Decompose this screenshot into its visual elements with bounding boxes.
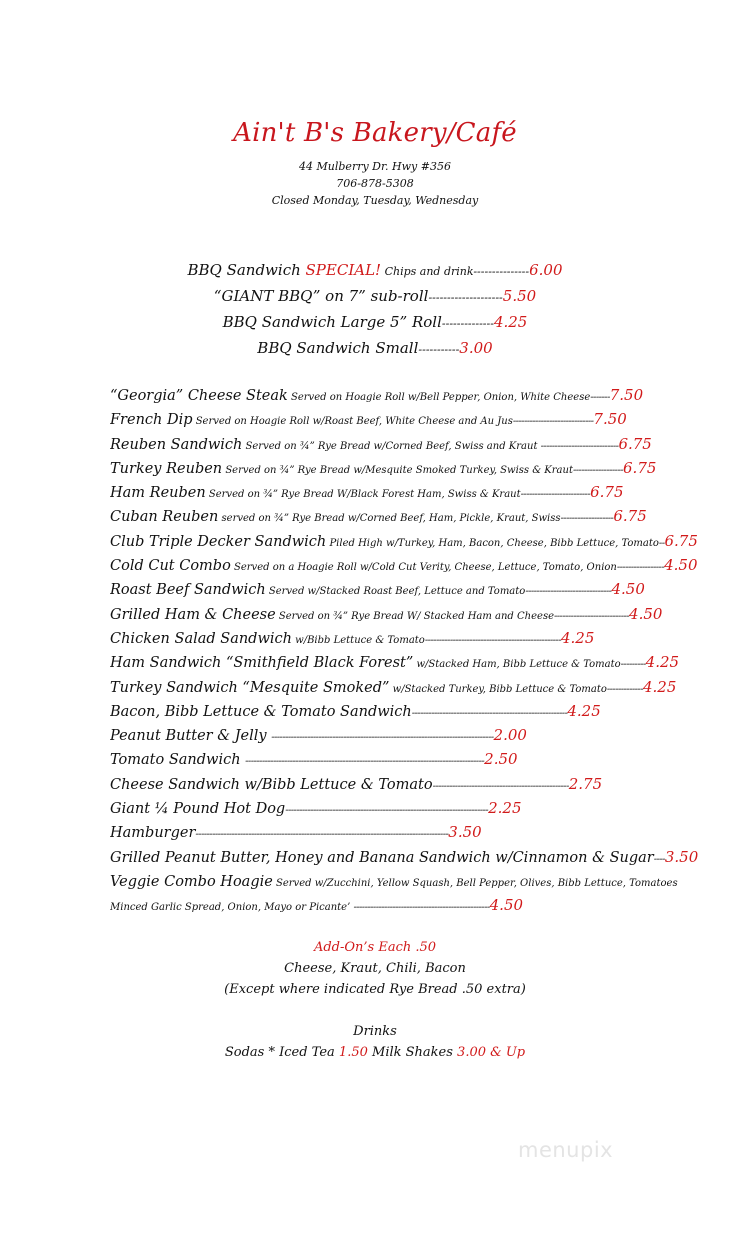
menu-item-leader: ---- xyxy=(653,853,665,865)
menu-item-continued xyxy=(110,893,740,917)
menu-item xyxy=(110,432,740,456)
menu-item-leader: ---------------------------- xyxy=(540,440,619,452)
menu-item-price: 3.50 xyxy=(448,823,482,842)
menu-item-description: Served on ¾” Rye Bread W/Black Forest Ham, Swiss & Kraut xyxy=(205,489,521,501)
menu-item-price: 4.50 xyxy=(629,604,663,623)
menu-item-name: Veggie Combo Hoagie xyxy=(110,873,273,890)
menu-item xyxy=(110,407,740,431)
menu-item-leader: --------- xyxy=(620,659,646,671)
menu-item xyxy=(110,650,740,674)
menu-item-description: served on ¾” Rye Bread w/Corned Beef, Ham, Pickle, Kraut, Swiss xyxy=(218,513,561,525)
menu-item-price: 7.50 xyxy=(609,386,644,404)
sandwich-menu xyxy=(110,383,740,918)
menu-item-price: 6.75 xyxy=(590,483,624,502)
menu-item-leader: ------------------------------------------------------------------------------------------- xyxy=(195,829,449,841)
menu-item-name: Ham Sandwich “Smithfield Black Forest” xyxy=(110,655,414,672)
menu-item xyxy=(110,504,740,528)
menu-item-description: Served on ¾” Rye Bread w/Corned Beef, Swiss and Kraut xyxy=(242,440,541,452)
menu-item-description: Served w/Stacked Roast Beef, Lettuce and Tomato xyxy=(265,586,526,598)
menu-item-price: 4.50 xyxy=(489,896,524,915)
menu-item-description: w/Bibb Lettuce & Tomato xyxy=(291,634,425,646)
menu-item-leader: -- xyxy=(658,537,665,549)
menu-item-leader: ------------------- xyxy=(560,513,614,525)
menu-item xyxy=(110,626,740,650)
drinks-title: Drinks xyxy=(353,1024,397,1039)
menu-item-leader: -------------------------------------------------------- xyxy=(411,707,568,719)
menu-item-price: 4.50 xyxy=(664,556,698,575)
menu-item-name: Turkey Sandwich “Mesquite Smoked” xyxy=(110,679,390,696)
menu-item-leader: ------------------------------------------------- xyxy=(424,634,561,646)
hours: Closed Monday, Tuesday, Wednesday xyxy=(271,194,479,207)
menu-item-price: 4.25 xyxy=(645,653,680,672)
special-line: “GIANT BBQ” on 7” sub-roll--------------------5.50 xyxy=(213,287,537,305)
menu-item-description: Served on ¾” Rye Bread W/ Stacked Ham and Cheese xyxy=(275,610,554,622)
menu-item-price: 2.75 xyxy=(568,774,603,793)
menu-item-leader: ------------------------------------------------------------------------- xyxy=(285,805,489,817)
menu-item-description: w/Stacked Ham, Bibb Lettuce & Tomato xyxy=(413,659,621,671)
menu-item-name: Cuban Reuben xyxy=(110,509,219,526)
menu-item-description: Served w/Zucchini, Yellow Squash, Bell Pepper, Olives, Bibb Lettuce, Tomatoes xyxy=(272,877,678,889)
menu-item-name: Cold Cut Combo xyxy=(110,558,231,575)
menu-item xyxy=(110,747,740,771)
menu-item-leader: -------------------------------------------------------------------------------------- xyxy=(245,756,485,768)
menu-item-name: Club Triple Decker Sandwich xyxy=(110,533,327,550)
special-line: BBQ Sandwich Small-----------3.00 xyxy=(257,339,493,357)
phone: 706-878-5308 xyxy=(336,177,414,190)
special-line: BBQ Sandwich SPECIAL! Chips and drink---------------6.00 xyxy=(187,261,563,279)
menu-item-leader: ------------------ xyxy=(572,464,624,476)
menu-item xyxy=(110,602,740,626)
menu-item xyxy=(110,772,740,796)
menu-item-name: “Georgia” Cheese Steak xyxy=(110,388,288,404)
menu-item xyxy=(110,796,740,820)
menu-item xyxy=(110,553,740,577)
menu-item xyxy=(110,723,740,747)
menu-item-price: 4.25 xyxy=(561,628,595,647)
drinks-line: Sodas * Iced Tea 1.50 Milk Shakes 3.00 & Up xyxy=(224,1045,526,1060)
menu-item-leader: ----------------- xyxy=(616,562,665,574)
menu-item-leader: ------- xyxy=(590,392,610,403)
menu-item xyxy=(110,480,740,504)
addons-title: Add-On’s Each .50 xyxy=(313,940,437,955)
menu-item-name: Bacon, Bibb Lettuce & Tomato Sandwich xyxy=(110,703,412,720)
menu-item-name: Chicken Salad Sandwich xyxy=(110,630,292,647)
drinks-block xyxy=(0,1021,750,1063)
address: 44 Mulberry Dr. Hwy #356 xyxy=(299,160,451,173)
menu-item-description: Served on a Hoagie Roll w/Cold Cut Verity, Cheese, Lettuce, Tomato, Onion xyxy=(230,562,617,574)
menu-item-name: Turkey Reuben xyxy=(110,460,223,477)
menu-item-price: 6.75 xyxy=(664,531,698,550)
addons-items: Cheese, Kraut, Chili, Bacon xyxy=(284,961,466,976)
menu-item-price: 7.50 xyxy=(593,410,627,429)
menu-item-price: 2.50 xyxy=(484,750,518,769)
addons-note: (Except where indicated Rye Bread .50 extra) xyxy=(224,982,526,997)
menu-item-price: 6.75 xyxy=(618,434,652,453)
menu-item-price: 6.75 xyxy=(613,507,647,526)
address-block xyxy=(0,158,750,209)
menu-item-price: 3.50 xyxy=(664,847,699,866)
menu-item-leader: ------------------------------------------------- xyxy=(432,780,569,792)
menu-item-price: 4.50 xyxy=(611,580,645,599)
menu-item-description: Served on Hoagie Roll w/Roast Beef, White Cheese and Au Jus xyxy=(192,416,513,428)
menu-item-name: Reuben Sandwich xyxy=(110,436,243,453)
menu-item-name: Peanut Butter & Jelly xyxy=(110,728,272,745)
menu-item xyxy=(110,845,740,869)
menu-item-name: Giant ¼ Pound Hot Dog xyxy=(110,801,286,818)
menu-item-name: Ham Reuben xyxy=(110,485,206,502)
menu-item-leader: --------------------------- xyxy=(554,610,630,622)
menupix-watermark: menupix xyxy=(518,1138,614,1162)
menu-item-leader: ------------------------------------------------- xyxy=(353,902,490,914)
menu-item-name: French Dip xyxy=(110,412,193,429)
menu-item-name: Cheese Sandwich w/Bibb Lettuce & Tomato xyxy=(110,776,433,793)
menu-item-leader: ------------------------- xyxy=(520,489,591,501)
menu-item-description: w/Stacked Turkey, Bibb Lettuce & Tomato xyxy=(389,683,607,695)
menu-item xyxy=(110,383,740,407)
menu-item-name: Roast Beef Sandwich xyxy=(110,582,266,599)
menu-item-leader: ------------------------------- xyxy=(525,586,612,598)
addons-block xyxy=(0,937,750,1000)
menu-item-price: 4.25 xyxy=(567,701,601,720)
menu-item-description: Piled High w/Turkey, Ham, Bacon, Cheese, Bibb Lettuce, Tomato xyxy=(326,537,659,549)
menu-item-description: Served on Hoagie Roll w/Bell Pepper, Onion, White Cheese xyxy=(287,392,591,403)
menu-item-price: 4.25 xyxy=(643,677,677,696)
menu-item-price: 6.75 xyxy=(623,458,657,477)
menu-item xyxy=(110,699,740,723)
menu-item-leader: ------------- xyxy=(606,683,643,695)
menu-item-name: Tomato Sandwich xyxy=(110,752,246,769)
menu-item xyxy=(110,675,740,699)
menu-item xyxy=(110,577,740,601)
cafe-title: Ain't B's Bakery/Café xyxy=(233,118,517,148)
menu-item-price: 2.25 xyxy=(488,799,522,818)
menu-item xyxy=(110,869,740,893)
menu-item xyxy=(110,820,740,844)
menu-item-name: Grilled Ham & Cheese xyxy=(110,606,276,623)
menu-item-name: Grilled Peanut Butter, Honey and Banana Sandwich w/Cinnamon & Sugar xyxy=(110,849,654,866)
menu-item xyxy=(110,456,740,480)
menu-item-description: Minced Garlic Spread, Onion, Mayo or Picante’ xyxy=(110,902,354,914)
menu-item-leader: ----------------------------- xyxy=(512,416,594,428)
menu-item-leader: -------------------------------------------------------------------------------- xyxy=(271,732,494,744)
menu-item-price: 2.00 xyxy=(493,726,527,745)
menu-item-name: Hamburger xyxy=(110,825,196,842)
menu-item-description: Served on ¾” Rye Bread w/Mesquite Smoked Turkey, Swiss & Kraut xyxy=(222,464,573,476)
special-line: BBQ Sandwich Large 5” Roll--------------4.25 xyxy=(222,313,528,331)
bbq-specials xyxy=(0,258,750,362)
menu-item xyxy=(110,529,740,553)
